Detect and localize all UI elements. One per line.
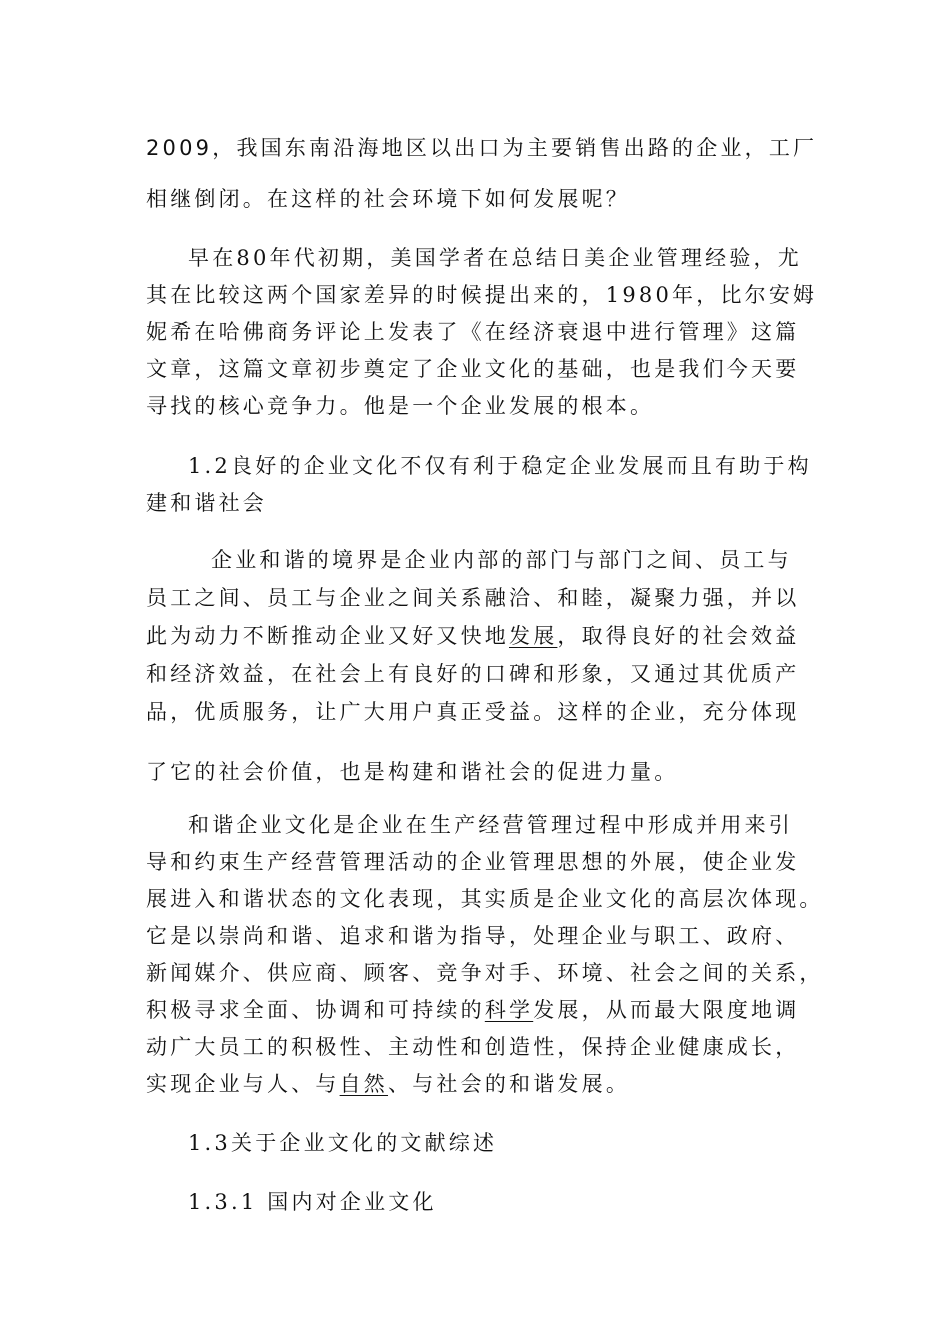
p1-line2: 相继倒闭。在这样的社会环境下如何发展呢？ xyxy=(146,187,630,211)
p4-line8-before: 实现企业与人、与 xyxy=(146,1072,340,1096)
heading-1-3-1: 1.3.1 国内对企业文化 xyxy=(188,1190,437,1214)
p4-line7: 动广大员工的积极性、主动性和创造性，保持企业健康成长， xyxy=(146,1035,800,1059)
p3-line3-after: ，取得良好的社会效益 xyxy=(557,624,800,648)
p2-line3: 妮希在哈佛商务评论上发表了《在经济衰退中进行管理》这篇 xyxy=(146,320,800,344)
p2-line4: 文章，这篇文章初步奠定了企业文化的基础，也是我们今天要 xyxy=(146,357,800,381)
p3-line2: 员工之间、员工与企业之间关系融洽、和睦，凝聚力强，并以 xyxy=(146,586,800,610)
p3-line6: 了它的社会价值，也是构建和谐社会的促进力量。 xyxy=(146,760,679,784)
heading-1-3: 1.3关于企业文化的文献综述 xyxy=(188,1131,498,1155)
p4-line6-before: 积极寻求全面、协调和可持续的 xyxy=(146,998,485,1022)
p3-line3-before: 此为动力不断推动企业又好又快地 xyxy=(146,624,509,648)
year-2009: 2009 xyxy=(146,136,213,160)
p4-line1: 和谐企业文化是企业在生产经营管理过程中形成并用来引 xyxy=(188,813,793,837)
p4-line5: 新闻媒介、供应商、顾客、竞争对手、环境、社会之间的关系， xyxy=(146,961,824,985)
p4-line4: 它是以崇尚和谐、追求和谐为指导，处理企业与职工、政府、 xyxy=(146,924,800,948)
p4-line6 xyxy=(146,1000,799,1021)
p4-line3: 展进入和谐状态的文化表现，其实质是企业文化的高层次体现。 xyxy=(146,887,824,911)
p2-line5: 寻找的核心竞争力。他是一个企业发展的根本。 xyxy=(146,394,655,418)
p1-line1 xyxy=(146,138,817,159)
p4-line8-after: 、与社会的和谐发展。 xyxy=(388,1072,631,1096)
p1-line1-text: ，我国东南沿海地区以出口为主要销售出路的企业，工厂 xyxy=(212,136,818,160)
link-fazhan[interactable]: 发展 xyxy=(509,624,558,648)
p4-line2: 导和约束生产经营管理活动的企业管理思想的外展，使企业发 xyxy=(146,850,800,874)
p4-line8 xyxy=(146,1074,630,1095)
p2-line2: 其在比较这两个国家差异的时候提出来的，1980年，比尔安姆 xyxy=(146,283,818,307)
p3-line3 xyxy=(146,626,799,647)
p2-line1: 早在80年代初期，美国学者在总结日美企业管理经验，尤 xyxy=(188,246,802,270)
p3-line5: 品，优质服务，让广大用户真正受益。这样的企业，充分体现 xyxy=(146,700,800,724)
heading-1-2-line2: 建和谐社会 xyxy=(146,491,267,515)
p3-line4: 和经济效益，在社会上有良好的口碑和形象，又通过其优质产 xyxy=(146,662,800,686)
heading-1-2-line1: 1.2良好的企业文化不仅有利于稳定企业发展而且有助于构 xyxy=(188,454,812,478)
link-ziran[interactable]: 自然 xyxy=(339,1072,389,1096)
p3-line1: 企业和谐的境界是企业内部的部门与部门之间、员工与 xyxy=(211,548,792,572)
link-kexue[interactable]: 科学 xyxy=(484,998,534,1022)
p4-line6-after: 发展，从而最大限度地调 xyxy=(533,998,800,1022)
